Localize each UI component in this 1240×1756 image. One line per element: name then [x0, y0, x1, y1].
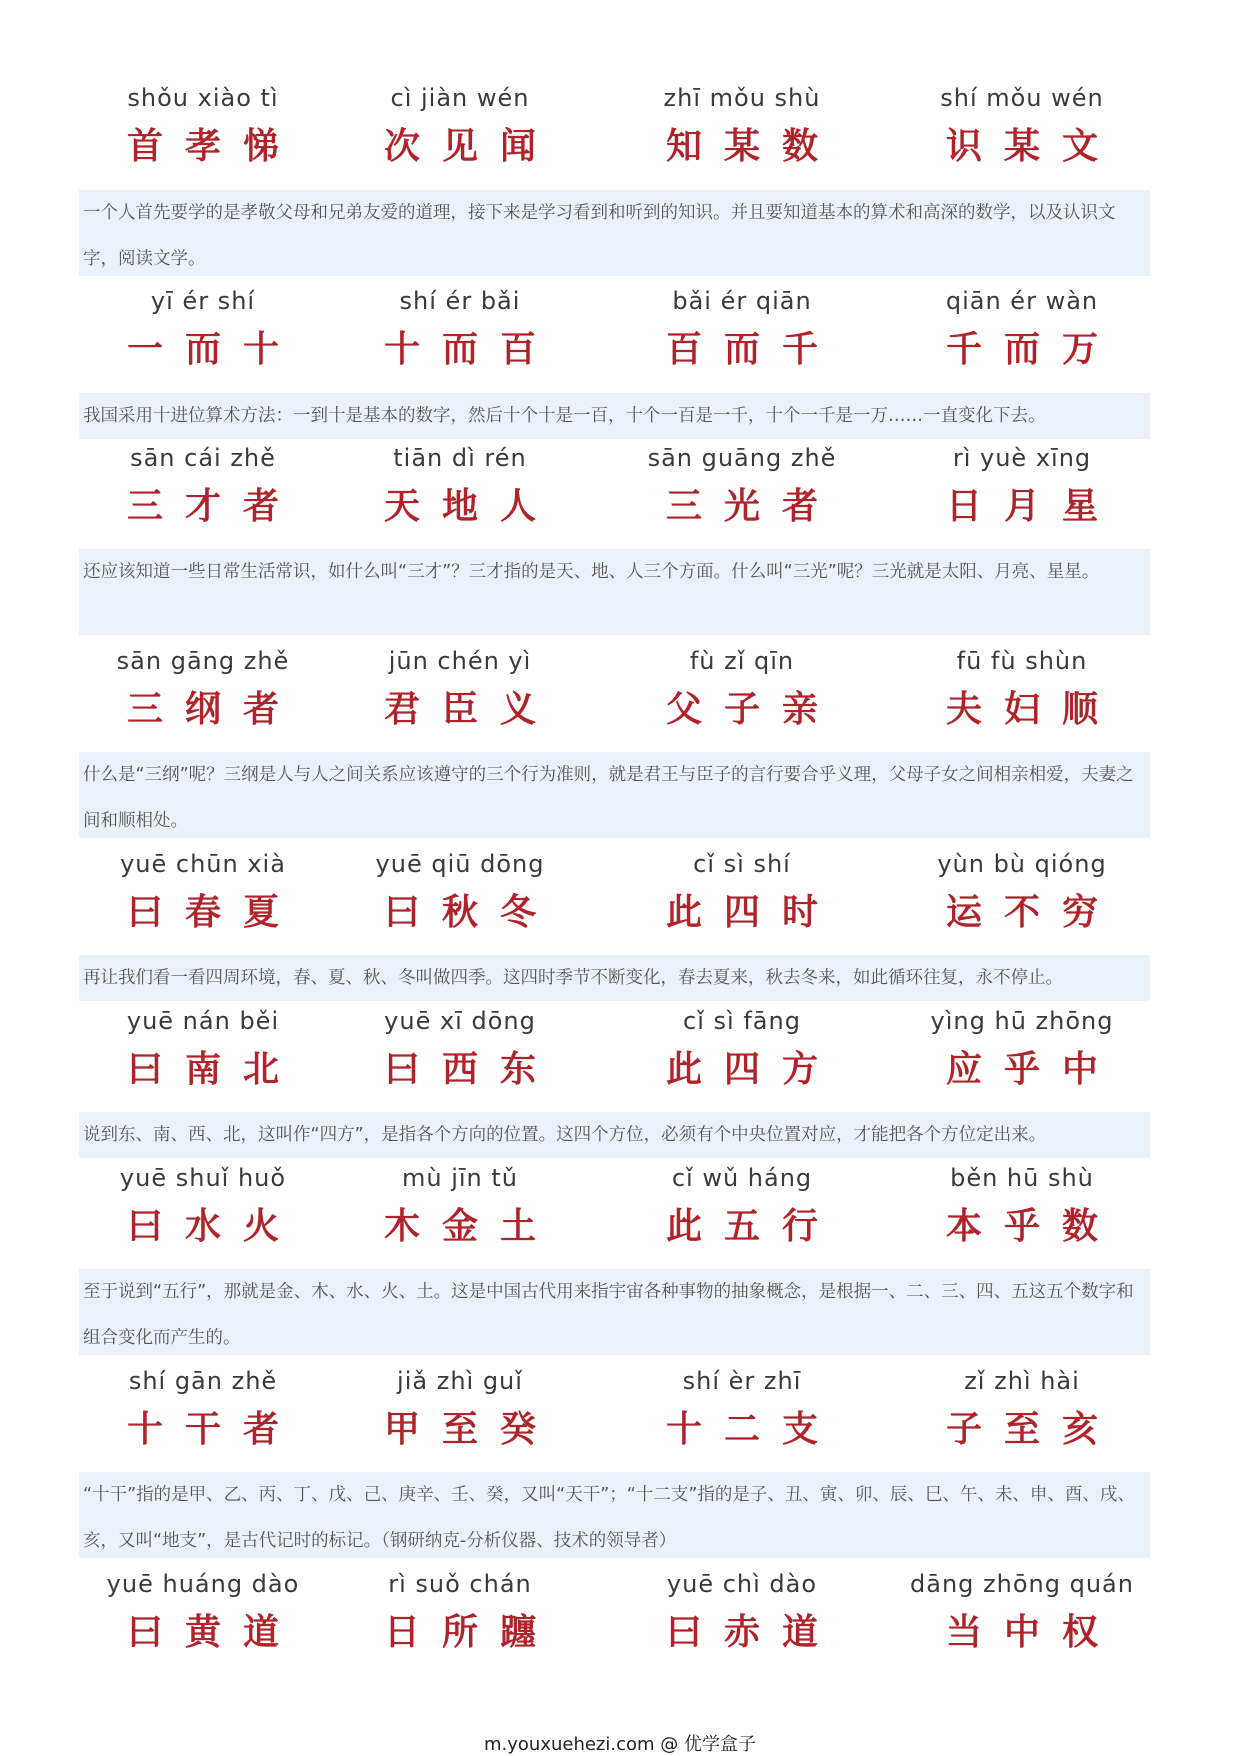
hanzi: 首孝悌 [126, 126, 301, 167]
explanation-text: 说到东、南、西、北，这叫作“四方”，是指各个方向的位置。这四个方位，必须有个中央位置对应，才能把各个方位定出来。 [79, 1112, 1150, 1158]
pinyin: yìng hū zhōng [930, 1007, 1114, 1035]
explanation-text: “十干”指的是甲、乙、丙、丁、戊、己、庚辛、壬、癸，又叫“天干”；“十二支”指的是子、丑、寅、卯、辰、巳、午、未、申、酉、戌、亥，又叫“地支”，是古代记时的标记。（钢研纳克-分析仪器、技术的领导者） [79, 1472, 1150, 1558]
hanzi: 曰春夏 [126, 892, 301, 933]
pinyin: mù jīn tǔ [401, 1164, 518, 1192]
pinyin: yuē xī dōng [384, 1007, 536, 1035]
hanzi: 天地人 [383, 486, 558, 527]
pinyin: sān guāng zhě [647, 444, 837, 472]
hanzi: 此四时 [665, 892, 840, 933]
hanzi: 曰秋冬 [383, 892, 558, 933]
explanation-text: 我国采用十进位算术方法：一到十是基本的数字，然后十个十是一百，十个一百是一千，十个一千是一万……一直变化下去。 [79, 393, 1150, 439]
hanzi: 百而千 [665, 329, 840, 370]
hanzi: 次见闻 [383, 126, 558, 167]
pinyin: fū fù shùn [956, 647, 1088, 675]
hanzi: 当中权 [945, 1612, 1120, 1653]
verse-section [0, 1566, 1240, 1666]
pinyin: yuē huáng dào [106, 1570, 300, 1598]
pinyin: yī ér shí [150, 287, 256, 315]
hanzi: 木金土 [383, 1206, 558, 1247]
pinyin: rì suǒ chán [388, 1570, 532, 1598]
pinyin: rì yuè xīng [952, 444, 1092, 472]
hanzi: 夫妇顺 [945, 689, 1120, 730]
hanzi: 本乎数 [945, 1206, 1120, 1247]
pinyin: cǐ sì fāng [683, 1007, 801, 1035]
hanzi: 十干者 [126, 1409, 301, 1450]
verse-section [0, 283, 1240, 383]
pinyin: shí gān zhě [128, 1367, 278, 1395]
pinyin: cì jiàn wén [390, 84, 530, 112]
pinyin: cǐ wǔ háng [671, 1164, 813, 1192]
pinyin: jūn chén yì [388, 647, 532, 675]
verse-section [0, 1363, 1240, 1463]
pinyin: yuē nán běi [126, 1007, 280, 1035]
hanzi: 运不穷 [945, 892, 1120, 933]
explanation-text: 至于说到“五行”，那就是金、木、水、火、土。这是中国古代用来指宇宙各种事物的抽象概念，是根据一、二、三、四、五这五个数字和组合变化而产生的。 [79, 1269, 1150, 1355]
pinyin: tiān dì rén [393, 444, 527, 472]
hanzi: 子至亥 [945, 1409, 1120, 1450]
pinyin: jiǎ zhì guǐ [397, 1367, 523, 1395]
pinyin: běn hū shù [950, 1164, 1094, 1192]
hanzi: 此五行 [665, 1206, 840, 1247]
footer-source[interactable]: m.youxuehezi.com @ 优学盒子 [483, 1734, 756, 1755]
hanzi: 曰黄道 [126, 1612, 301, 1653]
pinyin: yuē qiū dōng [375, 850, 545, 878]
pinyin: cǐ sì shí [693, 850, 791, 878]
pinyin: yùn bù qióng [937, 850, 1107, 878]
hanzi: 曰赤道 [665, 1612, 840, 1653]
pinyin: yuē chūn xià [120, 850, 286, 878]
pinyin: shí èr zhī [682, 1367, 802, 1395]
verse-section [0, 846, 1240, 946]
pinyin: yuē shuǐ huǒ [119, 1164, 287, 1192]
hanzi: 日月星 [945, 486, 1120, 527]
hanzi: 千而万 [945, 329, 1120, 370]
pinyin: shǒu xiào tì [127, 84, 279, 112]
pinyin: sān cái zhě [130, 444, 276, 472]
pinyin: yuē chì dào [666, 1570, 818, 1598]
verse-section [0, 1003, 1240, 1103]
verse-section [0, 440, 1240, 540]
hanzi: 曰南北 [126, 1049, 301, 1090]
hanzi: 三光者 [665, 486, 840, 527]
hanzi: 父子亲 [665, 689, 840, 730]
hanzi: 知某数 [665, 126, 840, 167]
pinyin: bǎi ér qiān [672, 287, 812, 315]
pinyin: shí mǒu wén [940, 84, 1104, 112]
verse-section [0, 1160, 1240, 1260]
hanzi: 君臣义 [383, 689, 558, 730]
hanzi: 十二支 [665, 1409, 840, 1450]
hanzi: 识某文 [945, 126, 1120, 167]
explanation-text: 再让我们看一看四周环境，春、夏、秋、冬叫做四季。这四时季节不断变化，春去夏来，秋去冬来，如此循环往复，永不停止。 [79, 955, 1150, 1001]
pinyin: qiān ér wàn [945, 287, 1099, 315]
explanation-text: 还应该知道一些日常生活常识，如什么叫“三才”？三才指的是天、地、人三个方面。什么叫“三光”呢？三光就是太阳、月亮、星星。 [79, 549, 1150, 635]
hanzi: 三才者 [126, 486, 301, 527]
hanzi: 曰水火 [126, 1206, 301, 1247]
pinyin: dāng zhōng quán [910, 1570, 1134, 1598]
explanation-text: 一个人首先要学的是孝敬父母和兄弟友爱的道理，接下来是学习看到和听到的知识。并且要知道基本的算术和高深的数学，以及认识文字，阅读文学。 [79, 190, 1150, 276]
explanation-text: 什么是“三纲”呢？三纲是人与人之间关系应该遵守的三个行为准则，就是君王与臣子的言行要合乎义理，父母子女之间相亲相爱，夫妻之间和顺相处。 [79, 752, 1150, 838]
hanzi: 此四方 [665, 1049, 840, 1090]
verse-section [0, 643, 1240, 743]
hanzi: 一而十 [126, 329, 301, 370]
hanzi: 曰西东 [383, 1049, 558, 1090]
pinyin: zhī mǒu shù [663, 84, 821, 112]
hanzi: 应乎中 [945, 1049, 1120, 1090]
pinyin: shí ér bǎi [399, 287, 521, 315]
hanzi: 日所躔 [383, 1612, 558, 1653]
hanzi: 三纲者 [126, 689, 301, 730]
hanzi: 甲至癸 [383, 1409, 558, 1450]
pinyin: sān gāng zhě [116, 647, 290, 675]
pinyin: zǐ zhì hài [964, 1367, 1080, 1395]
hanzi: 十而百 [383, 329, 558, 370]
pinyin: fù zǐ qīn [689, 647, 795, 675]
